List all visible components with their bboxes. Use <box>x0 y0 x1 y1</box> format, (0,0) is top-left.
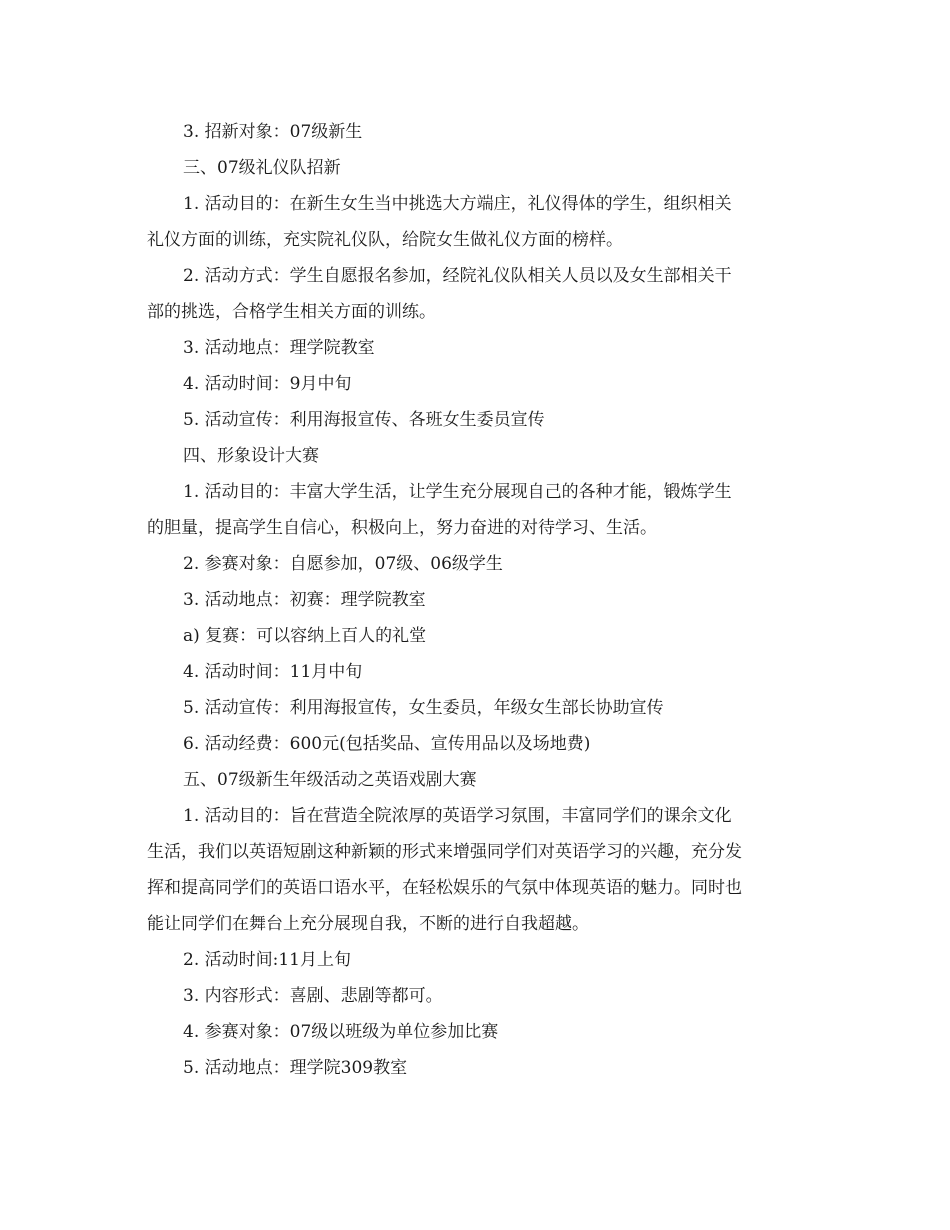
text-line: 2. 活动时间:11月上旬 <box>183 950 351 970</box>
paragraph <box>147 150 807 186</box>
text-line: 部的挑选，合格学生相关方面的训练。 <box>147 302 436 322</box>
text-line: 3. 招新对象：07级新生 <box>183 122 363 142</box>
text-line: 四、形象设计大赛 <box>183 446 319 466</box>
text-line: 1. 活动目的：旨在营造全院浓厚的英语学习氛围，丰富同学们的课余文化 <box>183 806 732 826</box>
text-line: 2. 活动方式：学生自愿报名参加，经院礼仪队相关人员以及女生部相关干 <box>183 266 732 286</box>
paragraph <box>147 762 807 798</box>
text-line: 5. 活动地点：理学院309教室 <box>183 1058 408 1078</box>
text-line: 3. 内容形式：喜剧、悲剧等都可。 <box>183 986 443 1006</box>
text-line: 5. 活动宣传：利用海报宣传，女生委员，年级女生部长协助宣传 <box>183 698 664 718</box>
paragraph <box>147 582 807 618</box>
paragraph <box>147 798 807 942</box>
document-body <box>147 114 807 1086</box>
paragraph <box>147 330 807 366</box>
paragraph <box>147 474 807 546</box>
text-line: a) 复赛：可以容纳上百人的礼堂 <box>183 626 427 646</box>
text-line: 4. 参赛对象：07级以班级为单位参加比赛 <box>183 1022 499 1042</box>
paragraph <box>147 1050 807 1086</box>
text-line: 3. 活动地点：初赛：理学院教室 <box>183 590 426 610</box>
paragraph <box>147 402 807 438</box>
text-line: 礼仪方面的训练，充实院礼仪队，给院女生做礼仪方面的榜样。 <box>147 230 623 250</box>
paragraph <box>147 258 807 330</box>
text-line: 6. 活动经费：600元(包括奖品、宣传用品以及场地费) <box>183 734 591 754</box>
text-line: 的胆量，提高学生自信心，积极向上，努力奋进的对待学习、生活。 <box>147 518 657 538</box>
paragraph <box>147 438 807 474</box>
text-line: 2. 参赛对象：自愿参加，07级、06级学生 <box>183 554 503 574</box>
paragraph <box>147 366 807 402</box>
paragraph <box>147 942 807 978</box>
paragraph <box>147 546 807 582</box>
paragraph <box>147 654 807 690</box>
text-line: 1. 活动目的：在新生女生当中挑选大方端庄，礼仪得体的学生，组织相关 <box>183 194 732 214</box>
text-line: 4. 活动时间：11月中旬 <box>183 662 363 682</box>
paragraph <box>147 618 807 654</box>
paragraph <box>147 1014 807 1050</box>
text-line: 3. 活动地点：理学院教室 <box>183 338 375 358</box>
text-line: 挥和提高同学们的英语口语水平，在轻松娱乐的气氛中体现英语的魅力。同时也 <box>147 878 742 898</box>
text-line: 5. 活动宣传：利用海报宣传、各班女生委员宣传 <box>183 410 545 430</box>
text-line: 4. 活动时间：9月中旬 <box>183 374 352 394</box>
text-line: 五、07级新生年级活动之英语戏剧大赛 <box>183 770 477 790</box>
text-line: 生活，我们以英语短剧这种新颖的形式来增强同学们对英语学习的兴趣，充分发 <box>147 842 742 862</box>
text-line: 1. 活动目的：丰富大学生活，让学生充分展现自己的各种才能，锻炼学生 <box>183 482 732 502</box>
paragraph <box>147 726 807 762</box>
paragraph <box>147 114 807 150</box>
paragraph <box>147 690 807 726</box>
paragraph <box>147 978 807 1014</box>
text-line: 能让同学们在舞台上充分展现自我，不断的进行自我超越。 <box>147 914 589 934</box>
paragraph <box>147 186 807 258</box>
text-line: 三、07级礼仪队招新 <box>183 158 341 178</box>
